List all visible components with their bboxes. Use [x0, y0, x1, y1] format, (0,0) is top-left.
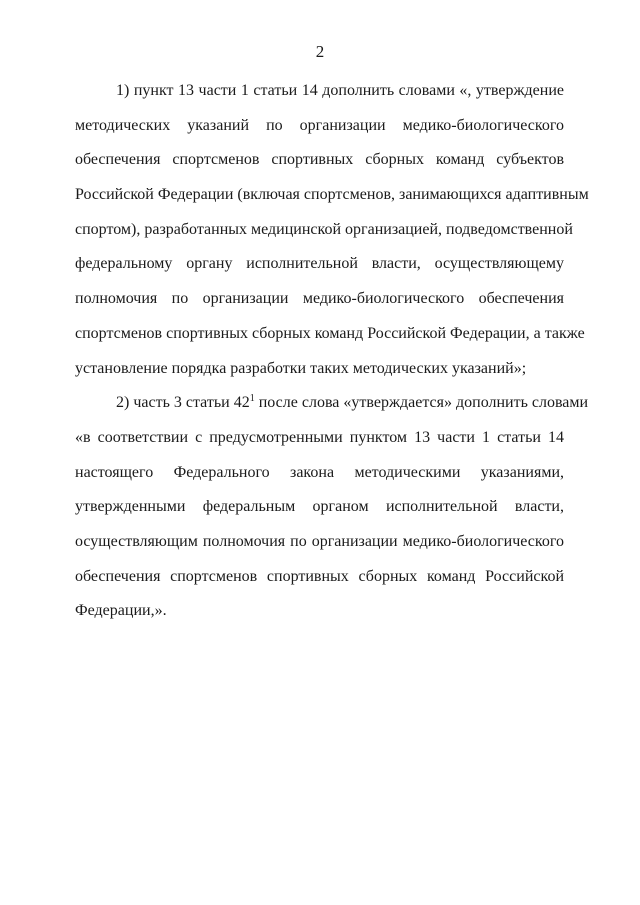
paragraph-2-first-line: [75, 386, 589, 421]
paragraph-2-line: осуществляющим полномочия по организации медико-биологического: [75, 532, 564, 550]
paragraph-1-line: обеспечения спортсменов спортивных сборных команд субъектов: [75, 151, 564, 169]
paragraph-1-line: установление порядка разработки таких методических указаний»;: [75, 359, 527, 377]
paragraph-2-line: обеспечения спортсменов спортивных сборных команд Российской: [75, 567, 564, 585]
document-body: [75, 74, 589, 629]
paragraph-2-line: Федерации,».: [75, 602, 167, 620]
paragraph-1-line: методических указаний по организации медико-биологического: [75, 116, 564, 134]
paragraph-2-line: настоящего Федерального закона методическими указаниями,: [75, 463, 564, 481]
paragraph-2-text-after: после слова «утверждается» дополнить словами: [254, 394, 589, 412]
paragraph-1-line: спортом), разработанных медицинской организацией, подведомственной: [75, 220, 573, 238]
paragraph-1-line: полномочия по организации медико-биологического обеспечения: [75, 290, 564, 308]
paragraph-2-text-before: 2) часть 3 статьи 42: [116, 394, 250, 412]
article-superscript: 1: [249, 393, 255, 405]
paragraph-2-line: утвержденными федеральным органом исполнительной власти,: [75, 498, 564, 516]
paragraph-1-line: спортсменов спортивных сборных команд Российской Федерации, а также: [75, 324, 585, 342]
paragraph-1-line: Российской Федерации (включая спортсменов, занимающихся адаптивным: [75, 186, 589, 204]
paragraph-1-line: федеральному органу исполнительной власти, осуществляющему: [75, 255, 564, 273]
page-number: 2: [315, 42, 325, 61]
paragraph-2-line: «в соответствии с предусмотренными пунктом 13 части 1 статьи 14: [75, 428, 564, 446]
paragraph-1-line: 1) пункт 13 части 1 статьи 14 дополнить словами «, утверждение: [116, 82, 564, 99]
